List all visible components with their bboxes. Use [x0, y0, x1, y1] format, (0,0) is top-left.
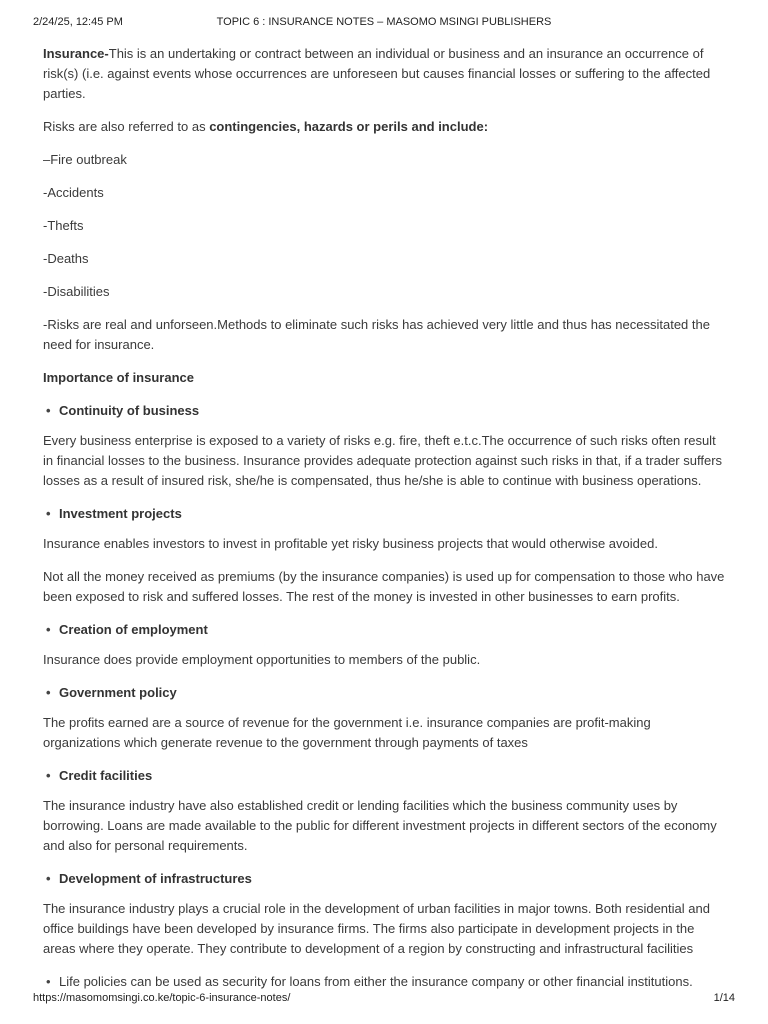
section-title-employment: • Creation of employment	[43, 620, 728, 640]
section-paragraph: The profits earned are a source of revenue for the government i.e. insurance companies are profit-making organizations which generate revenue to the government through payments of taxes	[43, 715, 651, 750]
section-paragraph: The insurance industry plays a crucial role in the development of urban facilities in major towns. Both residential and office buildings have been developed by insurance firms. The firms also participate in development projects in the areas where they operate. They contribute to development of a region by constructing and infrastructural facilities	[43, 901, 710, 956]
section-paragraph: Every business enterprise is exposed to a variety of risks e.g. fire, theft e.t.c.The occurrence of such risks often result in financial losses to the business. Insurance provides adequate protection against such risks in that, if a trader suffers losses as a result of insured risk, she/he is compensated, thus he/she is able to continue with business operations.	[43, 433, 723, 488]
life-policies-bullet: • Life policies can be used as security for loans from either the insurance company or other financial institutions.	[43, 972, 728, 992]
risks-intro-emphasis: contingencies, hazards or perils and include:	[209, 119, 489, 134]
risk-item: -Accidents	[43, 185, 104, 200]
section-list	[43, 683, 728, 703]
print-title: TOPIC 6 : INSURANCE NOTES – MASOMO MSINGI PUBLISHERS	[216, 16, 552, 28]
insurance-definition-text: This is an undertaking or contract between an individual or business and an insurance an occurrence of risk(s) (i.e. against events whose occurrences are unforeseen but causes financial losses or suffering to the affected parties.	[43, 46, 711, 101]
section-list	[43, 869, 728, 889]
risk-item: -Thefts	[43, 218, 84, 233]
print-datetime: 2/24/25, 12:45 PM	[33, 16, 123, 28]
section-list	[43, 620, 728, 640]
section-title-continuity: • Continuity of business	[43, 401, 728, 421]
section-title-credit: • Credit facilities	[43, 766, 728, 786]
section-title-government: • Government policy	[43, 683, 728, 703]
risk-item: -Disabilities	[43, 284, 110, 299]
section-title-infrastructure: • Development of infrastructures	[43, 869, 728, 889]
section-paragraph: Insurance does provide employment opportunities to members of the public.	[43, 652, 481, 667]
page-number: 1/14	[713, 992, 735, 1004]
section-paragraph: The insurance industry have also established credit or lending facilities which the business community uses by borrowing. Loans are made available to the public for different investment projects in different sectors of the economy and also for personal requirements.	[43, 798, 717, 853]
print-header	[33, 16, 735, 30]
print-footer	[33, 992, 735, 1006]
section-list	[43, 766, 728, 786]
importance-heading: Importance of insurance	[43, 370, 194, 385]
insurance-definition	[43, 44, 728, 104]
section-paragraph: Insurance enables investors to invest in profitable yet risky business projects that would otherwise avoided.	[43, 536, 658, 551]
risks-intro	[43, 117, 728, 137]
risk-item: -Deaths	[43, 251, 89, 266]
risk-item: –Fire outbreak	[43, 152, 127, 167]
section-list	[43, 504, 728, 524]
article-content	[43, 44, 728, 1002]
risks-intro-lead: Risks are also referred to as	[43, 119, 210, 134]
section-paragraph: Not all the money received as premiums (by the insurance companies) is used up for compensation to those who have been exposed to risk and suffered losses. The rest of the money is invested in other businesses to earn profits.	[43, 569, 725, 604]
section-list	[43, 401, 728, 421]
page-url[interactable]: https://masomomsingi.co.ke/topic-6-insurance-notes/	[33, 992, 291, 1004]
insurance-term: Insurance-	[43, 46, 109, 61]
risks-note: -Risks are real and unforseen.Methods to eliminate such risks has achieved very little and thus has necessitated the need for insurance.	[43, 317, 710, 352]
section-list	[43, 972, 728, 992]
section-title-investment: • Investment projects	[43, 504, 728, 524]
